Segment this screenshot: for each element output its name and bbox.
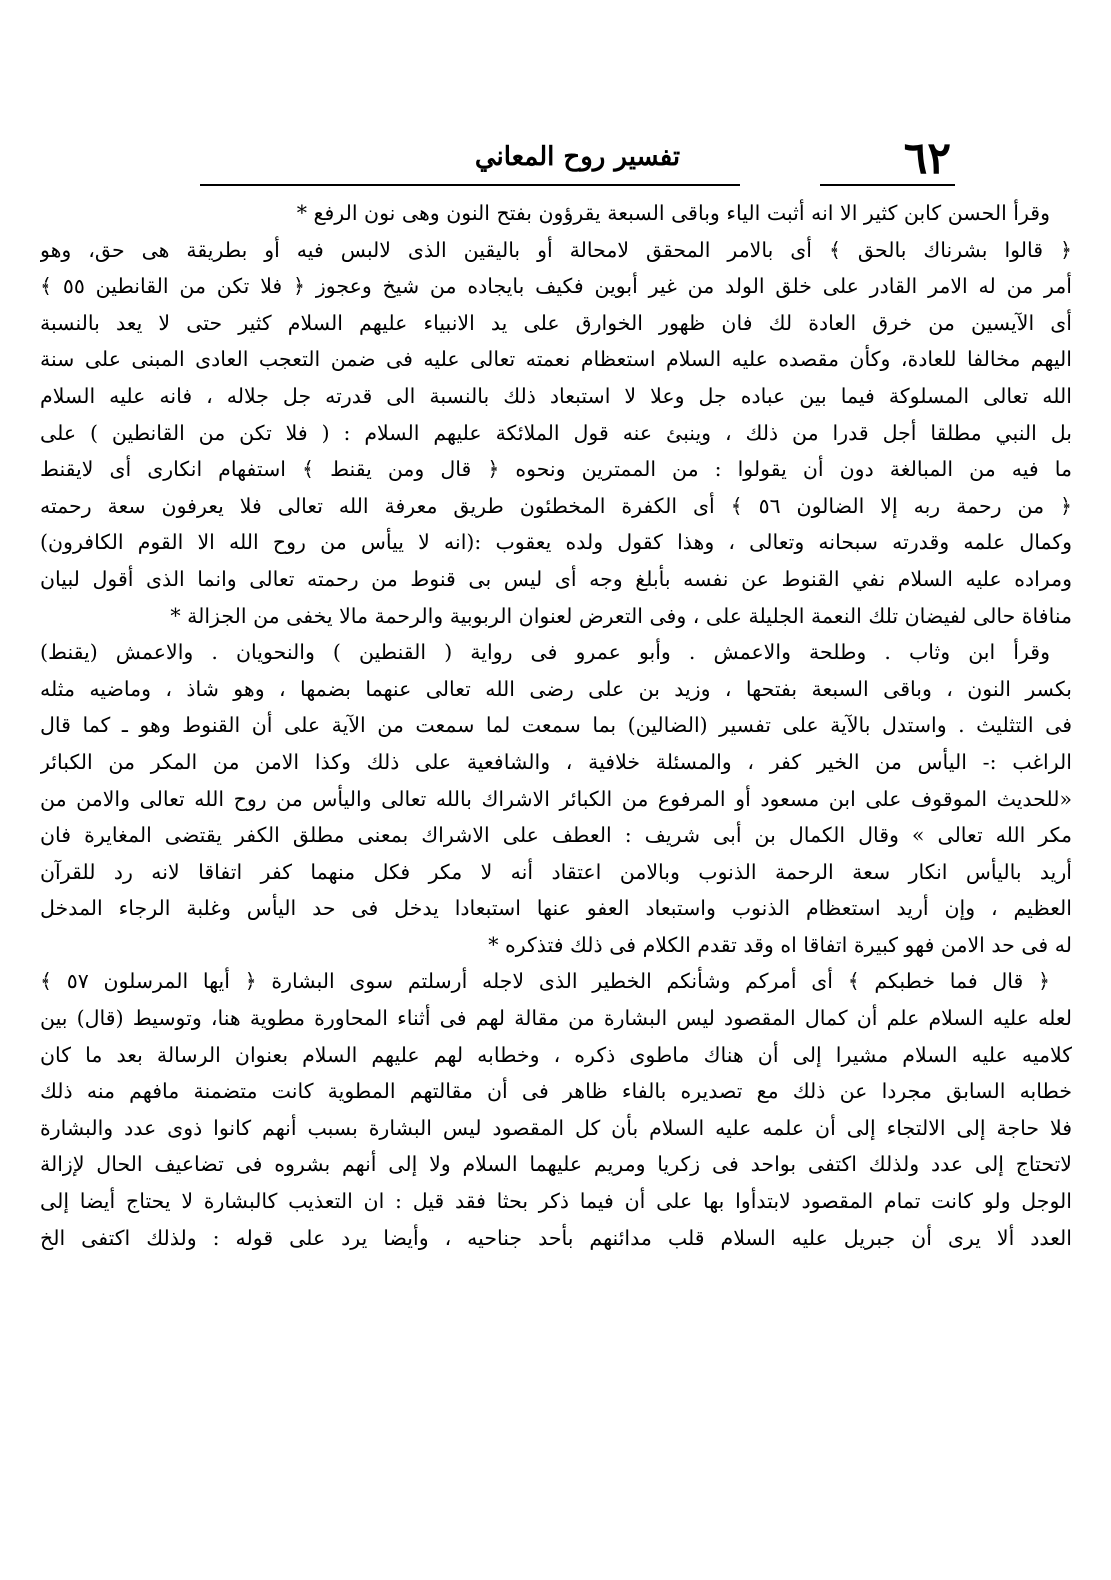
text-line: ومراده عليه السلام نفي القنوط عن نفسه بأبلغ وجه أى ليس بى قنوط من رحمته تعالى وانما الذى أقول لبيان bbox=[40, 566, 1072, 591]
text-line: له فى حد الامن فهو كبيرة اتفاقا اه وقد تقدم الكلام فى ذلك فتذكره * bbox=[488, 932, 1072, 957]
text-line: لاتحتاج إلى عدد ولذلك اكتفى بواحد فى زكريا ومريم عليهما السلام ولا إلى أنهم بشروه فى تضاعيف الحال لإزالة bbox=[40, 1152, 1072, 1177]
text-line: اليهم مخالفا للعادة، وكأن مقصده عليه السلام استعظام نعمته تعالى عليه فى ضمن التعجب العادى المبنى على سنة bbox=[40, 347, 1072, 372]
text-line: كلاميه عليه السلام مشيرا إلى أن هناك ماطوى ذكره ، وخطابه لهم عليهم السلام بعنوان الرسالة بعد ما كان bbox=[40, 1042, 1072, 1067]
text-line: الله تعالى المسلوكة فيما بين عباده جل وعلا لا استبعاد ذلك بالنسبة الى قدرته جل جلاله ، فانه عليه السلام bbox=[40, 383, 1072, 408]
text-line: فلا حاجة إلى الالتجاء إلى أن علمه عليه السلام بأن كل المقصود ليس البشارة بسبب أنهم كانوا ذوى عدد والبشارة bbox=[40, 1115, 1072, 1140]
text-line: ﴿ قال فما خطبكم ﴾ أى أمركم وشأنكم الخطير الذى لاجله أرسلتم سوى البشارة ﴿ أيها المرسلون ٥٧ ﴾ bbox=[40, 969, 1050, 994]
text-line: الوجل ولو كانت تمام المقصود لابتدأوا بها على أن فيما ذكر بحثا فقد قيل : ان التعذيب كالبشارة لا يحتاج أيضا إلى bbox=[40, 1189, 1072, 1214]
body-text bbox=[40, 195, 1072, 1555]
text-line: خطابه السابق مجردا عن ذلك مع تصديره بالفاء ظاهر فى أن مقالتهم المطوية كانت متضمنة مافهم منه ذلك bbox=[40, 1079, 1072, 1104]
text-line: وكمال علمه وقدرته سبحانه وتعالى ، وهذا كقول ولده يعقوب :(انه لا ييأس من روح الله الا القوم الكافرون) bbox=[40, 530, 1072, 555]
header-rule bbox=[200, 184, 740, 186]
text-line: أمر من له الامر القادر على خلق الولد من غير أبوين فكيف بايجاده من شيخ وعجوز ﴿ فلا تكن من القانطين ٥٥ ﴾ bbox=[40, 274, 1072, 299]
text-line: العدد ألا يرى أن جبريل عليه السلام قلب مدائنهم بأحد جناحيه ، وأيضا يرد على قوله : ولذلك اكتفى الخ bbox=[40, 1225, 1072, 1250]
text-line: العظيم ، وإن أريد استعظام الذنوب واستبعاد العفو عنها استبعادا يدخل فى حد اليأس وغلبة الرجاء المدخل bbox=[40, 896, 1072, 921]
page-number: ٦٢ bbox=[903, 133, 951, 184]
text-line: بكسر النون ، وباقى السبعة بفتحها ، وزيد بن على رضى الله تعالى عنهما بضمها ، وهو شاذ ، وماضيه مثله bbox=[40, 676, 1072, 701]
text-line: وقرأ الحسن كابن كثير الا انه أثبت الياء وباقى السبعة يقرؤون بفتح النون وهى نون الرفع * bbox=[296, 201, 1050, 225]
text-line: وقرأ ابن وثاب . وطلحة والاعمش . وأبو عمرو فى رواية ( القنطين ) والنحويان . والاعمش (يقنط) bbox=[40, 640, 1050, 665]
text-line: أريد باليأس انكار سعة الرحمة الذنوب وبالامن اعتقاد أنه لا مكر فكل منهما كفر اتفاقا لانه رد للقرآن bbox=[40, 859, 1072, 884]
header-rule-short bbox=[820, 184, 955, 186]
text-line: ما فيه من المبالغة دون أن يقولوا : من الممترين ونحوه ﴿ قال ومن يقنط ﴾ استفهام انكارى أى لايقنط bbox=[40, 457, 1072, 482]
text-line: لعله عليه السلام علم أن كمال المقصود ليس البشارة من مقالة لهم فى أثناء المحاورة مطوية هنا، وتوسيط (قال) بين bbox=[40, 1006, 1072, 1031]
text-line: الراغب :- اليأس من الخير كفر ، والمسئلة خلافية ، والشافعية على ذلك وكذا الامن من المكر من الكبائر bbox=[40, 749, 1072, 774]
text-line: بل النبي مطلقا أجل قدرا من ذلك ، وينبئ عنه قول الملائكة عليهم السلام : ( فلا تكن من القانطين ) على bbox=[40, 420, 1072, 445]
text-line: مكر الله تعالى » وقال الكمال بن أبى شريف : العطف على الاشراك بمعنى مطلق الكفر يقتضى المغايرة فان bbox=[40, 823, 1072, 848]
text-line: أى الآيسين من خرق العادة لك فان ظهور الخوارق على يد الانبياء عليهم السلام كثير حتى لا يعد بالنسبة bbox=[40, 310, 1072, 335]
page-header bbox=[200, 135, 955, 185]
text-line: منافاة حالى لفيضان تلك النعمة الجليلة على ، وفى التعرض لعنوان الربوبية والرحمة مالا يخفى من الجزالة * bbox=[170, 603, 1072, 628]
text-line: ﴿ قالوا بشرناك بالحق ﴾ أى بالامر المحقق لامحالة أو باليقين الذى لالبس فيه أو بطريقة هى حق، وهو bbox=[40, 237, 1072, 262]
text-line: ﴿ من رحمة ربه إلا الضالون ٥٦ ﴾ أى الكفرة المخطئون طريق معرفة الله تعالى فلا يعرفون سعة رحمته bbox=[40, 493, 1072, 518]
running-title: تفسير روح المعاني bbox=[474, 142, 681, 172]
text-line: فى التثليث . واستدل بالآية على تفسير (الضالين) بما سمعت لما سمعت من الآية على أن القنوط وهو ـ كما قال bbox=[40, 713, 1072, 738]
text-line: «للحديث الموقوف على ابن مسعود أو المرفوع من الكبائر الاشراك بالله تعالى واليأس من روح الله تعالى والامن من bbox=[40, 786, 1072, 811]
